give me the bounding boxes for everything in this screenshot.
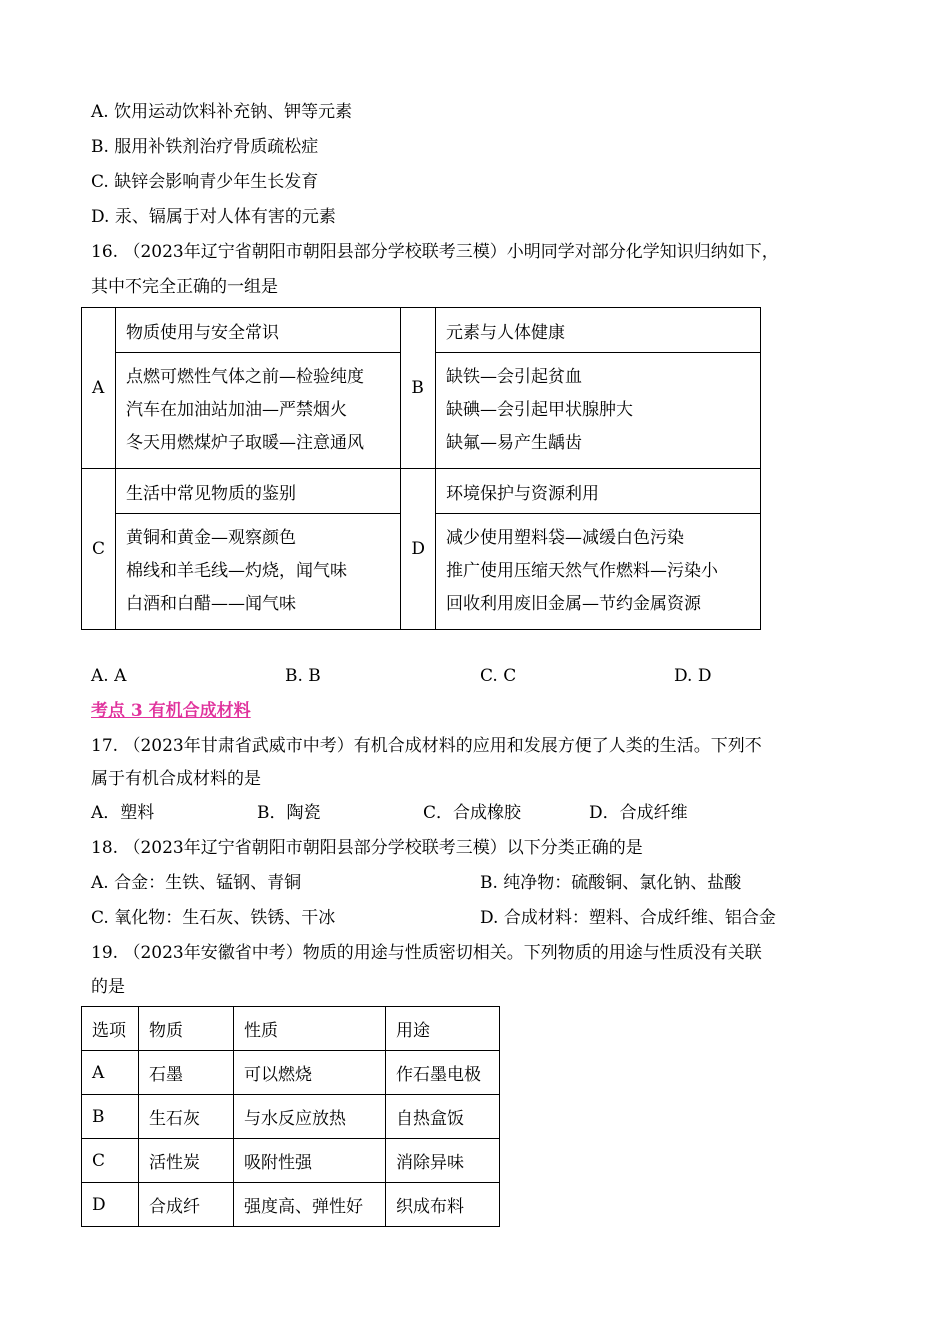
q19-cell: 自热盒饭 [386, 1095, 500, 1139]
q17-option-b: B．陶瓷 [257, 803, 321, 823]
q16-d-item: 推广使用压缩天然气作燃料—污染小 [446, 561, 719, 581]
q19-cell: 织成布料 [386, 1183, 500, 1227]
q19-header-cell: 用途 [386, 1007, 500, 1051]
q16-cell-b-label: B [401, 308, 436, 469]
q16-d-item: 回收利用废旧金属—节约金属资源 [446, 594, 702, 614]
q16-cell-d-title: 环境保护与资源利用 [436, 469, 761, 514]
q19-header-cell: 物质 [139, 1007, 234, 1051]
q15-option-c: C. 缺锌会影响青少年生长发育 [91, 172, 319, 192]
q16-c-item: 棉线和羊毛线—灼烧，闻气味 [126, 561, 348, 581]
q18-option-a: A. 合金：生铁、锰钢、青铜 [91, 873, 302, 893]
q16-a-item: 汽车在加油站加油—严禁烟火 [126, 400, 348, 420]
q19-cell: 活性炭 [139, 1139, 234, 1183]
q16-a-item: 点燃可燃性气体之前—检验纯度 [126, 367, 365, 387]
q16-b-item: 缺碘—会引起甲状腺肿大 [446, 400, 634, 420]
q16-option-a: A. A [91, 666, 127, 686]
q19-cell: A [82, 1051, 139, 1095]
q16-option-c: C. C [480, 666, 517, 686]
table-row [82, 1139, 500, 1183]
q18-option-d: D. 合成材料：塑料、合成纤维、铝合金 [480, 908, 776, 928]
q16-d-item: 减少使用塑料袋—减缓白色污染 [446, 528, 685, 548]
q16-option-b: B. B [285, 666, 321, 686]
q19-header-cell: 性质 [234, 1007, 386, 1051]
q17-option-d: D．合成纤维 [589, 803, 688, 823]
q16-c-item: 白酒和白醋——闻气味 [126, 594, 297, 614]
q18-stem: 18. （2023年辽宁省朝阳市朝阳县部分学校联考三模）以下分类正确的是 [91, 838, 643, 858]
q17-stem-line2: 属于有机合成材料的是 [91, 769, 261, 789]
q16-cell-d-label: D [401, 469, 436, 630]
q16-b-item: 缺铁—会引起贫血 [446, 367, 583, 387]
q19-cell: 消除异味 [386, 1139, 500, 1183]
q16-cell-a-label: A [82, 308, 116, 469]
q16-cell-d-body [436, 514, 761, 630]
q19-cell: 作石墨电极 [386, 1051, 500, 1095]
q19-cell: 可以燃烧 [234, 1051, 386, 1095]
q19-cell: 吸附性强 [234, 1139, 386, 1183]
table-row [82, 1095, 500, 1139]
q19-cell: B [82, 1095, 139, 1139]
q19-header-cell: 选项 [82, 1007, 139, 1051]
q19-cell: 强度高、弹性好 [234, 1183, 386, 1227]
q16-cell-c-label: C [82, 469, 116, 630]
q16-a-item: 冬天用燃煤炉子取暖—注意通风 [126, 433, 365, 453]
q19-cell: C [82, 1139, 139, 1183]
q19-table [81, 1006, 500, 1227]
q17-option-c: C．合成橡胶 [423, 803, 522, 823]
q15-option-a: A. 饮用运动饮料补充钠、钾等元素 [91, 102, 353, 122]
q16-cell-c-title: 生活中常见物质的鉴别 [116, 469, 401, 514]
q17-option-a: A．塑料 [91, 803, 155, 823]
q19-header-row [82, 1007, 500, 1051]
q16-stem-line2: 其中不完全正确的一组是 [91, 277, 278, 297]
q19-cell: D [82, 1183, 139, 1227]
q16-b-item: 缺氟—易产生龋齿 [446, 433, 583, 453]
section-heading: 考点 3 有机合成材料 [91, 701, 251, 721]
q19-cell: 与水反应放热 [234, 1095, 386, 1139]
q15-option-d: D. 汞、镉属于对人体有害的元素 [91, 207, 336, 227]
q16-c-item: 黄铜和黄金—观察颜色 [126, 528, 297, 548]
q16-cell-b-body [436, 353, 761, 469]
q16-cell-a-body [116, 353, 401, 469]
q16-cell-b-title: 元素与人体健康 [436, 308, 761, 353]
q16-table [81, 307, 761, 630]
q16-stem-line1: 16. （2023年辽宁省朝阳市朝阳县部分学校联考三模）小明同学对部分化学知识归纳如下， [91, 242, 779, 262]
q15-option-b: B. 服用补铁剂治疗骨质疏松症 [91, 137, 319, 157]
q18-option-c: C. 氧化物：生石灰、铁锈、干冰 [91, 908, 336, 928]
table-row [82, 1051, 500, 1095]
q16-option-d: D. D [674, 666, 712, 686]
table-row [82, 1183, 500, 1227]
q17-stem-line1: 17. （2023年甘肃省武威市中考）有机合成材料的应用和发展方便了人类的生活。下列不 [91, 736, 762, 756]
q16-cell-c-body [116, 514, 401, 630]
q18-option-b: B. 纯净物：硫酸铜、氯化钠、盐酸 [480, 873, 742, 893]
q19-cell: 生石灰 [139, 1095, 234, 1139]
q19-stem-line2: 的是 [91, 977, 125, 997]
q19-stem-line1: 19. （2023年安徽省中考）物质的用途与性质密切相关。下列物质的用途与性质没有关联 [91, 943, 762, 963]
q16-cell-a-title: 物质使用与安全常识 [116, 308, 401, 353]
q19-cell: 石墨 [139, 1051, 234, 1095]
q19-cell: 合成纤 [139, 1183, 234, 1227]
